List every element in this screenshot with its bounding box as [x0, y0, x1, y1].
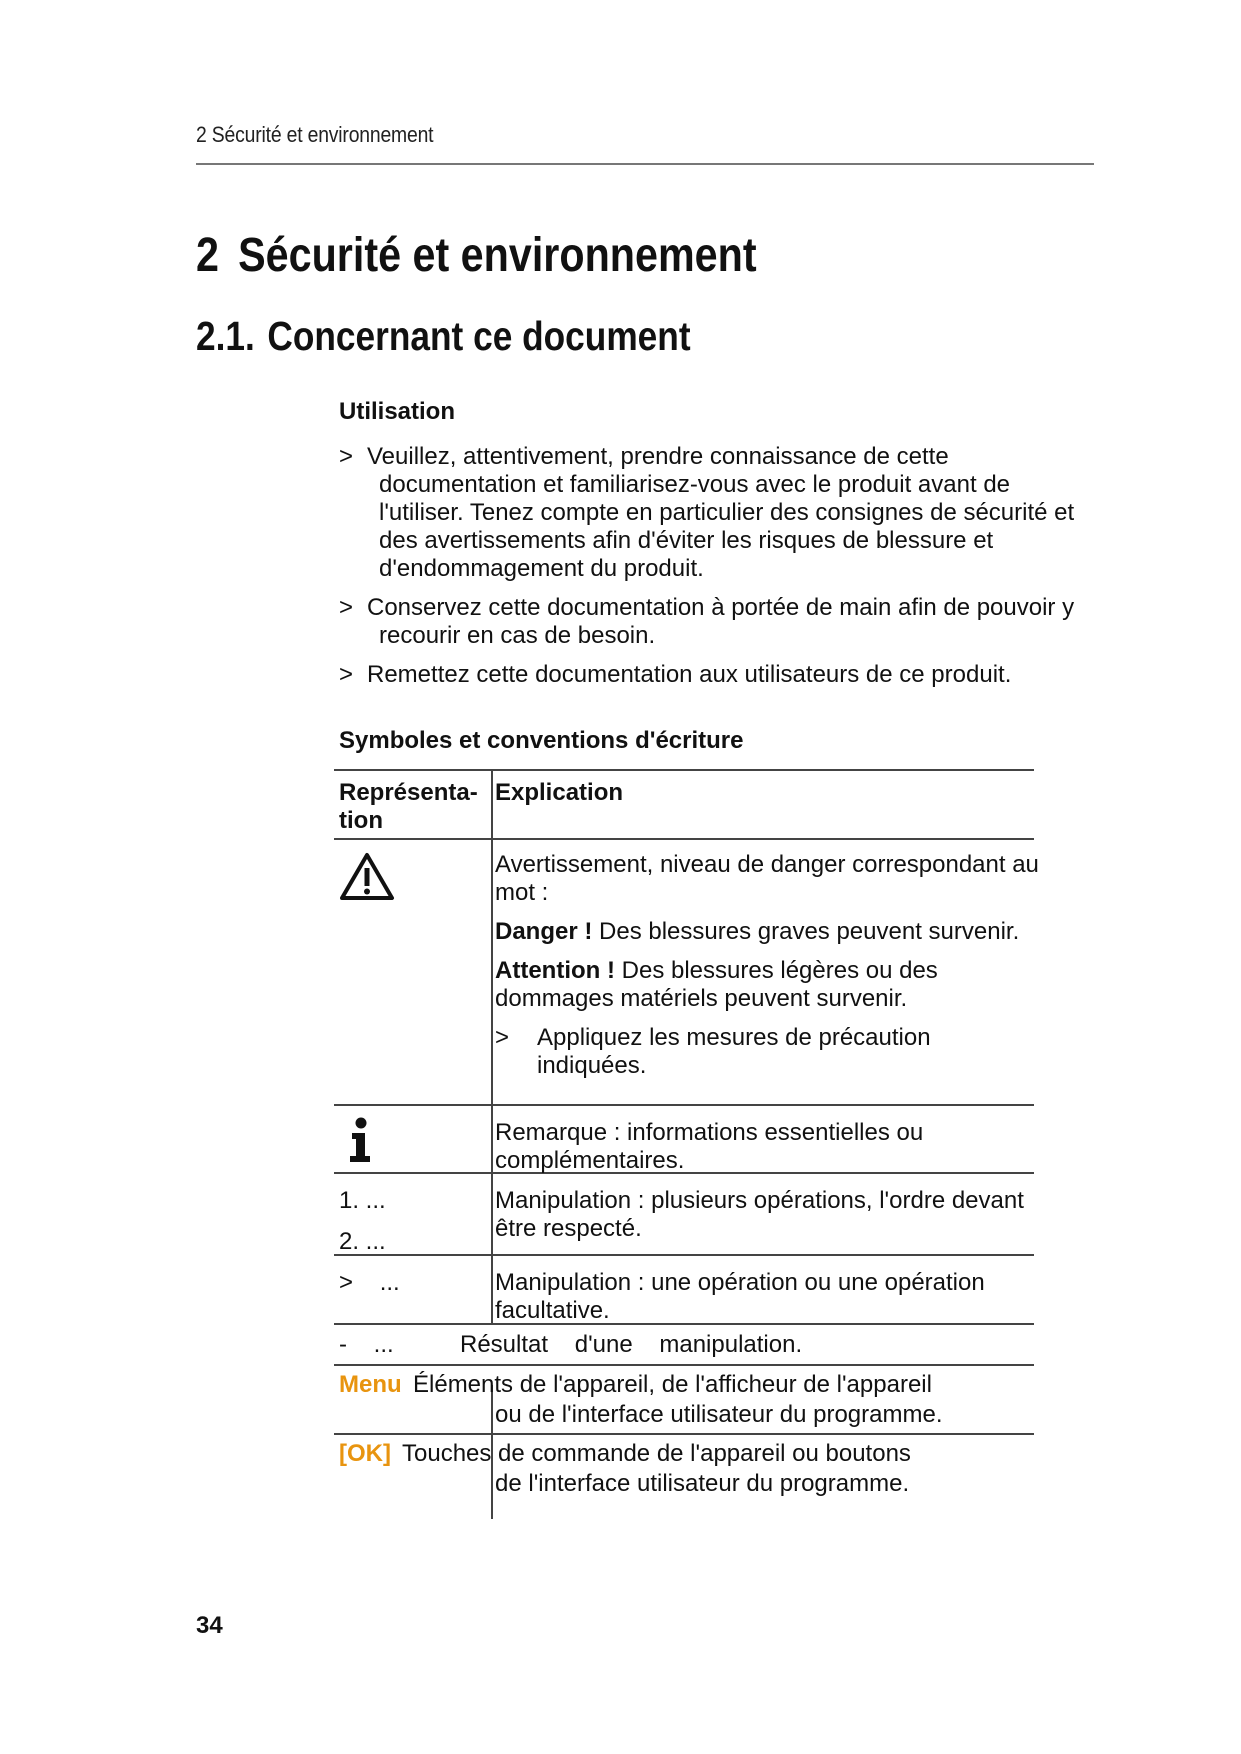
result-rep: - ... — [339, 1331, 394, 1358]
table-rule — [334, 838, 1034, 840]
bullet-marker: > — [339, 661, 354, 688]
precaution-step — [495, 1024, 1040, 1080]
ok-key-label: [OK] — [339, 1440, 391, 1467]
attention-text: Des blessures légères ou des dommages matériels peuvent survenir. — [495, 957, 938, 1012]
danger-text: Des blessures graves peuvent survenir. — [592, 918, 1020, 945]
column-rule — [491, 769, 493, 1324]
chapter-title: Sécurité et environnement — [238, 229, 757, 282]
ok-explanation-b: de l'interface utilisateur du programme. — [495, 1470, 910, 1497]
list-item — [339, 661, 1099, 689]
running-head: 2 Sécurité et environnement — [196, 122, 434, 147]
menu-label: Menu — [339, 1371, 402, 1398]
attention-label: Attention ! — [495, 957, 615, 984]
steps-rep-1: 1. ... — [339, 1187, 386, 1214]
bullet-marker: > — [339, 594, 354, 621]
info-explanation: Remarque : informations essentielles ou complémentaires. — [495, 1119, 924, 1174]
chapter-heading — [196, 228, 757, 283]
utilisation-list — [339, 443, 1099, 700]
steps-rep-2: 2. ... — [339, 1228, 386, 1255]
section-number: 2.1. — [196, 313, 255, 359]
header-representation: Représenta- tion — [339, 779, 478, 834]
bullet-text: Veuillez, attentivement, prendre connaissance de cette documentation et familiarisez-vous avec le produit avant de l'utiliser. Tenez compte en particulier des consignes de sécurité et des avertissements afin d'éviter les risques de blessure et d'endommagement du produit. — [367, 443, 1075, 582]
danger-line — [495, 918, 1040, 946]
result-explanation: Résultat d'une manipulation. — [460, 1331, 803, 1358]
bullet-text: Remettez cette documentation aux utilisateurs de ce produit. — [367, 661, 1012, 688]
symbols-heading: Symboles et conventions d'écriture — [339, 727, 744, 754]
single-step-explanation: Manipulation : une opération ou une opération facultative. — [495, 1269, 985, 1324]
table-rule — [334, 769, 1034, 771]
bullet-marker: > — [339, 443, 354, 470]
ok-explanation-a: Touches de commande de l'appareil ou boutons — [402, 1440, 911, 1467]
section-title: Concernant ce document — [267, 313, 691, 359]
table-rule — [334, 1433, 1034, 1435]
table-rule — [334, 1104, 1034, 1106]
warning-intro: Avertissement, niveau de danger correspondant au mot : — [495, 851, 1039, 906]
table-rule — [334, 1254, 1034, 1256]
bullet-marker: > — [495, 1024, 510, 1051]
table-rule — [334, 1364, 1034, 1366]
header-explication: Explication — [495, 779, 624, 806]
warning-triangle-icon — [339, 852, 395, 909]
attention-line — [495, 957, 1040, 1013]
section-heading — [196, 313, 691, 360]
list-item — [339, 443, 1099, 583]
warning-explanation — [495, 851, 1040, 1080]
steps-explanation: Manipulation : plusieurs opérations, l'ordre devant être respecté. — [495, 1187, 1024, 1242]
danger-label: Danger ! — [495, 918, 593, 945]
precaution-text: Appliquez les mesures de précaution indiquées. — [537, 1024, 931, 1079]
menu-explanation-b: ou de l'interface utilisateur du programme. — [495, 1401, 943, 1428]
header-rule — [196, 163, 1094, 165]
symbols-table — [334, 769, 1046, 1519]
chapter-number: 2 — [196, 229, 219, 282]
info-icon — [346, 1117, 376, 1170]
utilisation-heading: Utilisation — [339, 398, 456, 425]
menu-explanation-a: Éléments de l'appareil, de l'afficheur de l'appareil — [413, 1371, 932, 1398]
list-item — [339, 594, 1099, 650]
bullet-text: Conservez cette documentation à portée de main afin de pouvoir y recourir en cas de besoin. — [367, 594, 1075, 649]
single-step-rep: > ... — [339, 1269, 400, 1296]
page-number: 34 — [196, 1612, 223, 1639]
